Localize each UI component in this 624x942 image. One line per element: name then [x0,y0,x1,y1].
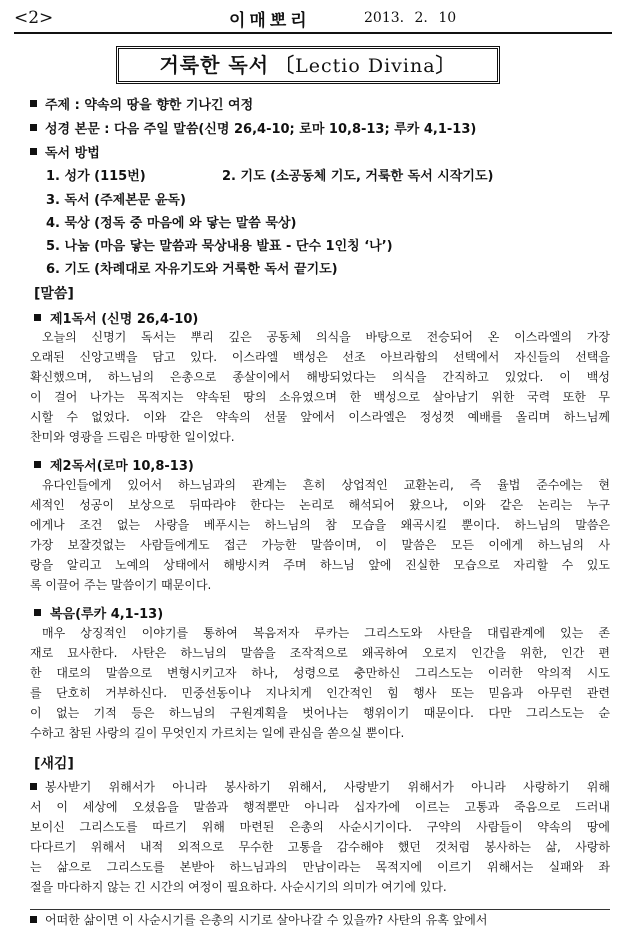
method-step: 1. 성가 (115번) [46,169,146,184]
reflection-text-continued: 어떠한 삶이면 이 사순시기를 은총의 시기로 살아나갈 수 있을까? 사탄의 유혹 앞에서 [30,910,610,930]
reading-heading: 복음(루카 4,1-13) [34,603,163,622]
reading-text: 오늘의 신명기 독서는 뿌리 깊은 공동체 의식을 바탕으로 전승되어 온 이스라엘의 가장 오래된 신앙고백을 담고 있다. 이스라엘 백성은 선조 아브라함의 선택에서 자신들의 선택을 확신했으며, 하느님의 은총으로 종살이에서 해방되었다는 의식을 간직하고 있었다. 이 백성 이 걸어 나가는 목적지는 약속된 땅의 소유였으며 한 백성으로 살아남기 위한 국력 또한 무 시할 수 없었다. 이와 같은 약속의 선물 앞에서 이스라엘은 정성껏 예배를 올리며 하느님께 찬미와 영광을 드림은 마땅한 일이었다. [30,330,610,444]
method-step: 6. 기도 (차례대로 자유기도와 거룩한 독서 끝기도) [46,262,338,277]
bullet-square-icon [30,916,37,923]
method-step: 3. 독서 (주제본문 윤독) [46,193,186,208]
page-header [14,6,612,34]
title-korean: 거룩한 독서 [159,53,270,77]
bullet-square-icon [30,124,37,131]
bullet-square-icon [30,783,37,790]
bullet-square-icon [30,148,37,155]
reading-text: 유다인들에게 있어서 하느님과의 관계는 흔히 상업적인 교환논리, 즉 율법 준수에는 현 세적인 성공이 보상으로 뒤따라야 한다는 논리로 해석되어 왔으나, 이와 같은 논리는 누구 에게나 조건 없는 사랑을 베푸시는 하느님의 참 모습을 왜곡시킬 뿐이다. 하느님의 말씀은 가장 보잘것없는 사람들에게도 접근 가능한 말씀이며, 이 말씀은 모든 이에게 하느님의 사 랑을 알리고 노예의 상태에서 해방시켜 주며 하느님 앞에 진실한 모습으로 자리할 수 있도 록 이끌어 주는 말씀이기 때문이다. [30,478,610,592]
theme-line: 주제 : 약속의 땅을 향한 기나긴 여정 [30,94,253,113]
reading-heading: 제2독서(로마 10,8-13) [34,455,194,474]
bullet-square-icon [34,314,41,321]
method-step: 5. 나눔 (마음 닿는 말씀과 묵상내용 발표 - 단수 1인칭 ‘나’) [46,239,393,254]
title-box: 거룩한 독서 〔Lectio Divina〕 [116,46,500,84]
issue-date: 2013. 2. 10 [364,10,457,26]
title-latin: Lectio Divina [295,55,436,77]
page-number: <2> [14,8,54,28]
section-heading-word: [말씀] [34,286,74,302]
method-step: 2. 기도 (소공동체 기도, 거룩한 독서 시작기도) [222,169,494,184]
method-step: 4. 묵상 (정독 중 마음에 와 닿는 말씀 묵상) [46,216,297,231]
reflection-text: 봉사받기 위해서가 아니라 봉사하기 위해서, 사랑받기 위해서가 아니라 사랑하기 위해 서 이 세상에 오셨음을 말씀과 행적뿐만 아니라 십자가에 이르는 고통과 죽음으로 드러내 보이신 그리스도를 따르기 위해 마련된 은총의 사순시기이다. 구약의 사람들이 약속의 땅에 다다르기 위해서 내적 외적으로 무수한 고통을 감수해야 했던 것처럼 봉사하는 삶, 사랑하 는 삶으로 그리스도를 본받아 하느님과의 만남이라는 목적지에 이르기 위해서는 실패와 좌 절을 마다하지 않는 긴 시간의 여정이 필요하다. 사순시기의 의미가 여기에 있다. [30,780,610,894]
newsletter-name: 이매뽀리 [229,11,311,31]
reading-text: 매우 상징적인 이야기를 통하여 복음저자 루카는 그리스도와 사탄을 대립관계에 있는 존 재로 묘사한다. 사탄은 하느님의 말씀을 조작적으로 왜곡하여 오로지 인간을 위한, 인간 편 한 대로의 말씀으로 변형시키고자 하나, 성령으로 충만하신 그리스도는 이러한 악의적 시도 를 단호히 거부하신다. 민중선동이나 지나치게 인간적인 힘 행사 또는 믿음과 아무런 관련 이 없는 기적 등은 하느님의 구원계획을 벗어나는 행위이기 때문이다. 다만 그리스도는 순 수하고 참된 사랑의 길이 무엇인지 가르치는 일에 관심을 쏟으실 뿐이다. [30,626,610,740]
bullet-square-icon [34,461,41,468]
method-label: 독서 방법 [30,142,100,161]
reading-heading: 제1독서 (신명 26,4-10) [34,308,198,327]
readings-line: 성경 본문 : 다음 주일 말씀(신명 26,4-10; 로마 10,8-13; 루카 4,1-13) [30,118,476,137]
bullet-square-icon [30,100,37,107]
section-heading-reflection: [새김] [34,756,74,772]
bullet-square-icon [34,609,41,616]
